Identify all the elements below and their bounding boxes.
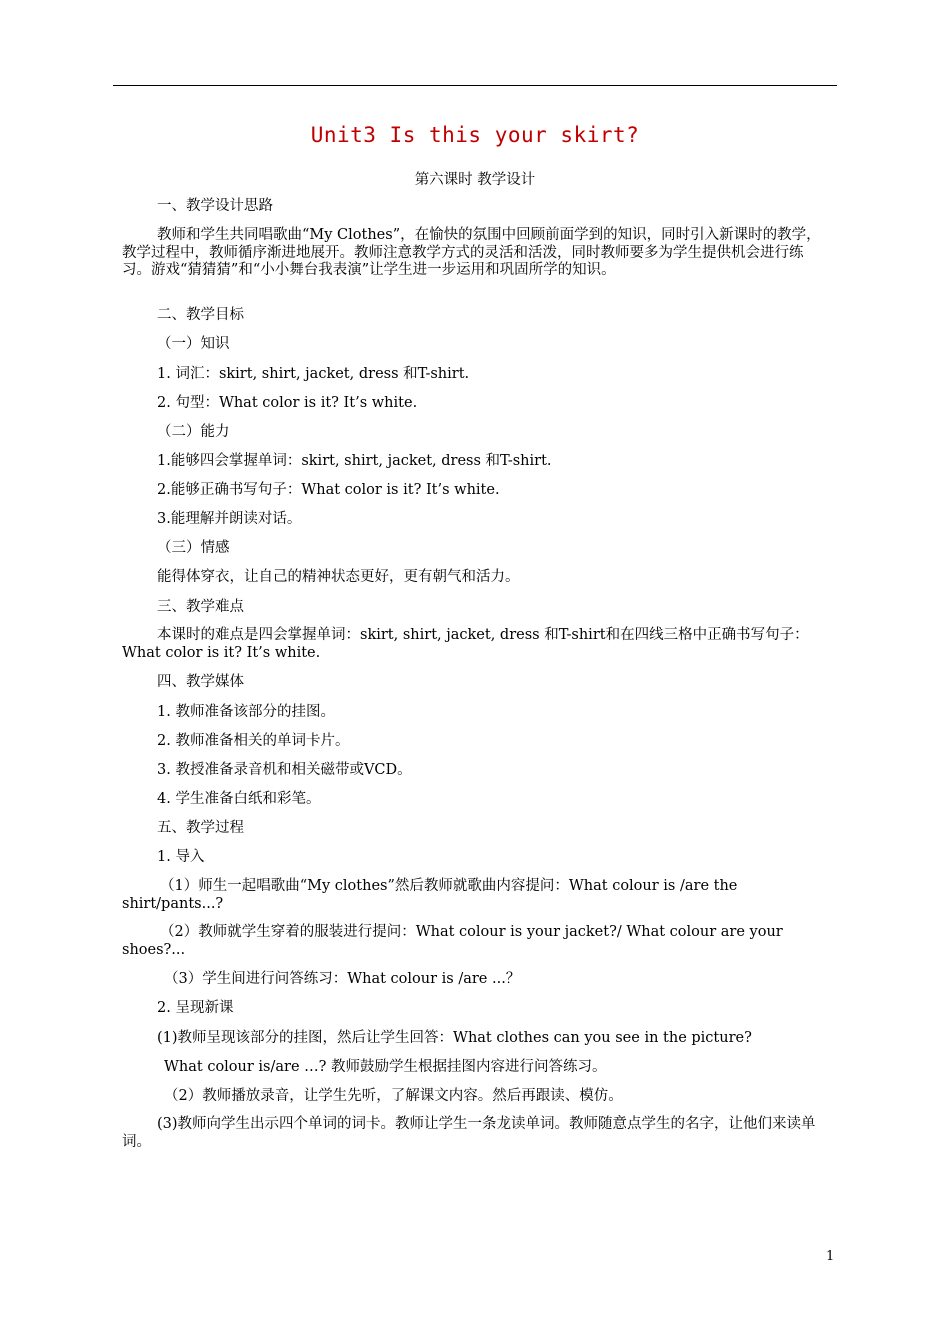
page-number: 1	[826, 1249, 835, 1264]
list-item: 1. 词汇：skirt, shirt, jacket, dress 和T-shirt.	[157, 366, 470, 382]
page-subtitle: 第六课时 教学设计	[414, 172, 536, 188]
paragraph: (3)教师向学生出示四个单词的词卡。教师让学生一条龙读单词。教师随意点学生的名字，让他们来读单词。	[122, 1116, 816, 1150]
list-item: （2）教师播放录音，让学生先听，了解课文内容。然后再跟读、模仿。	[164, 1088, 623, 1104]
list-item: （3）学生间进行问答练习：What colour is /are ...？	[164, 971, 521, 987]
list-item: 2.能够正确书写句子：What color is it? It’s white.	[157, 482, 500, 498]
list-item: (1)教师呈现该部分的挂图，然后让学生回答：What clothes can you see in the picture?	[157, 1030, 752, 1046]
paragraph: 本课时的难点是四会掌握单词：skirt, shirt, jacket, dress 和T-shirt和在四线三格中正确书写句子：What color is it? It’s white.	[122, 627, 809, 661]
subsection-heading: （二）能力	[157, 424, 230, 440]
section-heading: 二、教学目标	[157, 307, 244, 323]
paragraph: （2）教师就学生穿着的服装进行提问：What colour is your jacket?/ What colour are your shoes?...	[122, 924, 783, 958]
section-heading: 一、教学设计思路	[157, 198, 273, 214]
paragraph: 教师和学生共同唱歌曲“My Clothes”，在愉快的氛围中回顾前面学到的知识，同时引入新课时的教学，教学过程中，教师循序渐进地展开。教师注意教学方式的灵活和活泼，同时教师要多为学生提供机会进行练习。游戏“猜猜猜”和“小小舞台我表演”让学生进一步运用和巩固所学的知识。	[122, 227, 821, 278]
list-item: 2. 教师准备相关的单词卡片。	[157, 733, 350, 749]
list-item: 4. 学生准备白纸和彩笔。	[157, 791, 321, 807]
list-item: 1. 教师准备该部分的挂图。	[157, 704, 335, 720]
list-item: 3. 教授准备录音机和相关磁带或VCD。	[157, 762, 412, 778]
header-rule	[113, 85, 837, 86]
list-item: 2. 句型：What color is it? It’s white.	[157, 395, 418, 411]
section-heading: 三、教学难点	[157, 599, 244, 615]
section-heading: 四、教学媒体	[157, 674, 244, 690]
list-item: 能得体穿衣，让自己的精神状态更好，更有朝气和活力。	[157, 569, 520, 585]
paragraph: （1）师生一起唱歌曲“My clothes”然后教师就歌曲内容提问：What colour is /are the shirt/pants...?	[122, 878, 738, 912]
subsection-heading: （一）知识	[157, 336, 230, 352]
step-heading: 1. 导入	[157, 849, 205, 865]
page-title: Unit3 Is this your skirt?	[310, 123, 640, 147]
list-item: 3.能理解并朗读对话。	[157, 511, 302, 527]
list-item: What colour is/are …? 教师鼓励学生根据挂图内容进行问答练习。	[164, 1059, 607, 1075]
step-heading: 2. 呈现新课	[157, 1000, 234, 1016]
section-heading: 五、教学过程	[157, 820, 244, 836]
subsection-heading: （三）情感	[157, 540, 230, 556]
list-item: 1.能够四会掌握单词：skirt, shirt, jacket, dress 和T-shirt.	[157, 453, 552, 469]
